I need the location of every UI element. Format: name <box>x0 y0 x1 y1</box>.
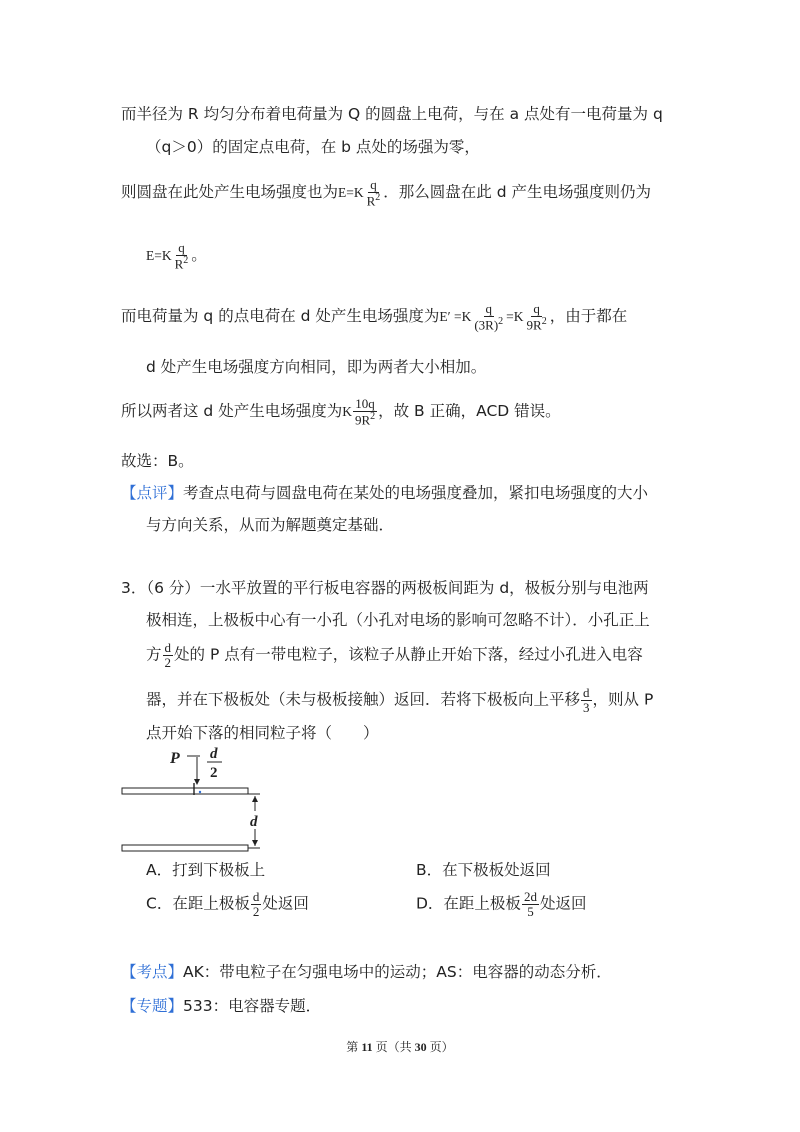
question-line <box>146 641 643 669</box>
text-line <box>121 397 561 427</box>
capacitor-figure <box>110 743 280 858</box>
topic-line <box>121 995 321 1017</box>
fraction-2d-over-5: $\frac{2d}{5}$ <box>523 889 537 919</box>
upper-plate <box>122 788 248 794</box>
text-segment: ，故 B 正确，ACD 错误。 <box>378 401 561 420</box>
formula-e-disk: E=K $\frac{q}{R^2}$ <box>338 177 381 208</box>
text-line: （q＞0）的固定点电荷，在 b 点处的场强为零， <box>146 138 480 156</box>
text-segment: AK：带电粒子在匀强电场中的运动；AS：电容器的动态分析． <box>183 963 612 981</box>
text-line <box>121 178 651 208</box>
option-a: A．打到下极板上 <box>146 861 266 879</box>
text-segment: C．在距上极板 <box>146 894 250 913</box>
gap-d-label: d <box>250 814 258 830</box>
text-line <box>121 482 648 504</box>
text-segment: 。 <box>191 245 207 264</box>
fraction-d-over-3: $\frac{d}{3}$ <box>583 685 590 715</box>
text-segment: 处返回 <box>262 894 309 913</box>
text-segment: 处返回 <box>539 894 587 913</box>
text-segment: 则圆盘在此处产生电场强度也为 <box>121 182 339 201</box>
formula-e-total: K $\frac{10q}{9R^2}$ <box>342 396 376 427</box>
question-line: 3．（6 分）一水平放置的平行板电容器的两极板间距为 d，极板分别与电池两 <box>121 579 649 597</box>
text-segment: 处的 P 点有一带电粒子，该粒子从静止开始下落，经过小孔进入电容 <box>174 645 643 664</box>
fraction-d-over-2: $\frac{d}{2}$ <box>164 640 172 670</box>
text-segment: 器，并在下极板处（未与极板接触）返回．若将下极板向上平移 <box>146 690 581 709</box>
formula-e-point: E′ =K $\frac{q}{(3R)^2}$ =K $\frac{q}{9R^2}$ <box>439 301 547 332</box>
text-segment: D．在距上极板 <box>416 894 521 913</box>
comment-tag: 【点评】 <box>121 484 184 502</box>
page-total: 30 <box>414 1040 427 1054</box>
keypoint-tag: 【考点】 <box>121 963 184 981</box>
text-line: d 处产生电场强度方向相同，即为两者大小相加。 <box>146 358 487 376</box>
formula-e-disk: E=K $\frac{q}{R^2}$ <box>146 240 189 271</box>
text-segment: 方 <box>146 645 162 664</box>
question-line: 极相连，上极板中心有一小孔（小孔对电场的影响可忽略不计）．小孔正上 <box>146 611 650 629</box>
question-line: 点开始下落的相同粒子将（ ） <box>146 724 379 742</box>
text-segment: 533：电容器专题． <box>183 997 322 1015</box>
page-footer: 第 11 页（共 30 页） <box>346 1040 454 1054</box>
text-line: 与方向关系，从而为解题奠定基础． <box>146 516 395 534</box>
text-segment: ，则从 P <box>592 690 654 709</box>
option-d <box>416 890 586 918</box>
text-line <box>146 241 207 271</box>
question-line <box>146 686 653 714</box>
topic-tag: 【专题】 <box>121 997 184 1015</box>
text-segment: 所以两者这 d 处产生电场强度为 <box>121 401 343 420</box>
half-d-num: d <box>210 746 218 762</box>
lower-plate <box>122 845 248 851</box>
keypoint-line <box>121 961 612 983</box>
text-line: 而半径为 R 均匀分布着电荷量为 Q 的圆盘上电荷，与在 a 点处有一电荷量为 q <box>121 105 663 123</box>
text-segment: 考查点电荷与圆盘电荷在某处的电场强度叠加，紧扣电场强度的大小 <box>183 484 649 502</box>
page-number: 11 <box>361 1040 373 1054</box>
point-p-label: P <box>170 750 180 767</box>
text-segment: 而电荷量为 q 的点电荷在 d 处产生电场强度为 <box>121 306 440 325</box>
half-d-den: 2 <box>210 765 218 781</box>
text-line <box>121 302 627 332</box>
option-c <box>146 890 309 918</box>
fraction-d-over-2: $\frac{d}{2}$ <box>252 889 260 919</box>
text-segment: ．那么圆盘在此 d 产生电场强度则仍为 <box>383 182 651 201</box>
text-line: 故选：B。 <box>121 452 194 470</box>
option-b: B．在下极板处返回 <box>416 861 551 879</box>
text-segment: ，由于都在 <box>549 306 628 325</box>
